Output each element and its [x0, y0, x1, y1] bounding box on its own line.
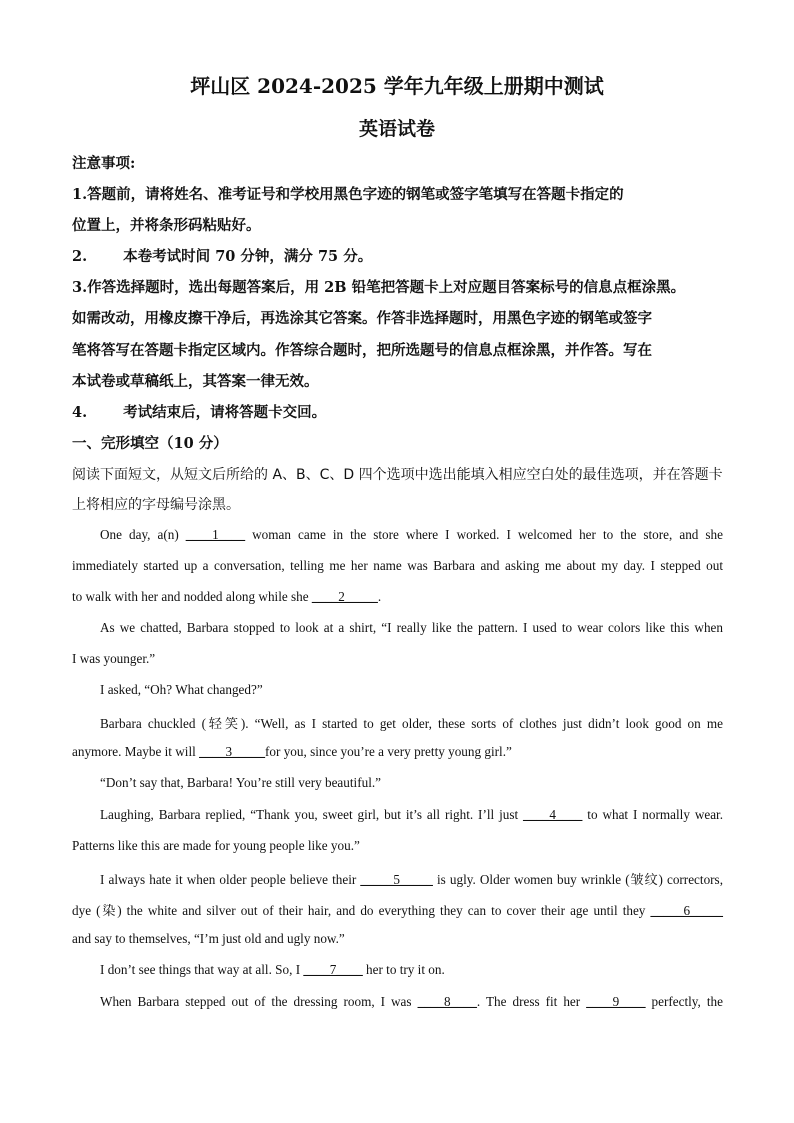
passage-line: [100, 807, 723, 823]
passage-text: perfectly, the: [645, 994, 723, 1009]
blank-4: ____4____: [523, 807, 583, 822]
notice-item-3d: 本试卷或草稿纸上，其答案一律无效。: [72, 373, 319, 390]
passage-line: [100, 527, 723, 543]
passage-line: [72, 589, 381, 605]
exam-subtitle: 英语试卷: [358, 118, 435, 140]
passage-text: to walk with her and nodded along while she: [72, 589, 312, 604]
passage-text: woman came in the store where I worked. I welcomed her to the store, and she: [245, 527, 723, 542]
passage-text: I don’t see things that way at all. So, I: [100, 962, 304, 977]
passage-line: [100, 994, 723, 1010]
passage-text: . The dress fit her: [476, 994, 587, 1009]
passage-line: I asked, “Oh? What changed?”: [100, 682, 263, 697]
notice-item-1a: 1.答题前，请将姓名、准考证号和学校用黑色字迹的钢笔或签字笔填写在答题卡指定的: [72, 186, 624, 203]
passage-text: .: [377, 589, 382, 604]
passage-line: I was younger.”: [72, 651, 156, 666]
passage-text: I always hate it when older people believe their: [100, 872, 361, 887]
passage-text: to what I normally wear.: [582, 807, 724, 822]
notice-item-4: [72, 401, 326, 422]
blank-3: ____3_____: [199, 744, 266, 759]
notice-item-3c: 笔将答写在答题卡指定区域内。作答综合题时，把所选题号的信息点框涂黑，并作答。写在: [72, 342, 652, 359]
passage-text: her to try it on.: [362, 962, 445, 977]
notice-heading: 注意事项:: [72, 155, 136, 172]
blank-9: ____9____: [586, 994, 646, 1009]
notice-item-3a: 3.作答选择题时，选出每题答案后，用 2B 铅笔把答题卡上对应题目答案标号的信息点框涂黑。: [72, 279, 686, 296]
blank-5: _____5_____: [360, 872, 433, 887]
passage-line: As we chatted, Barbara stopped to look at a shirt, “I really like the pattern. I used to wear colors like this when: [100, 620, 723, 635]
notice-item-4-text: 考试结束后，请将答题卡交回。: [123, 404, 327, 421]
passage-text: anymore. Maybe it will: [72, 744, 200, 759]
passage-line: Barbara chuckled (轻笑). “Well, as I started to get older, these sorts of clothes just didn’t look good on me: [100, 716, 723, 731]
passage-text: One day, a(n): [100, 527, 186, 542]
notice-item-2: [72, 245, 372, 266]
section-instructions-a: 阅读下面短文，从短文后所给的 A、B、C、D 四个选项中选出能填入相应空白处的最佳选项，并在答题卡: [72, 467, 723, 483]
passage-text: is ugly. Older women buy wrinkle (皱纹) correctors,: [432, 872, 723, 887]
passage-text: Laughing, Barbara replied, “Thank you, sweet girl, but it’s all right. I’ll just: [100, 807, 524, 822]
section-heading: 一、完形填空（10 分）: [72, 435, 228, 452]
blank-8: ____8____: [417, 994, 477, 1009]
passage-line: [72, 744, 512, 760]
blank-2: ____2_____: [311, 589, 378, 604]
passage-line: and say to themselves, “I’m just old and ugly now.”: [72, 931, 345, 946]
passage-text: for you, since you’re a very pretty young girl.”: [265, 744, 512, 759]
passage-text: dye (染) the white and silver out of their hair, and do everything they can to cover their age until they: [72, 903, 651, 918]
passage-text: When Barbara stepped out of the dressing room, I was: [100, 994, 418, 1009]
passage-line: [100, 869, 723, 888]
notice-item-1b: 位置上，并将条形码粘贴好。: [72, 217, 261, 234]
notice-item-3b: 如需改动，用橡皮擦干净后，再选涂其它答案。作答非选择题时，用黑色字迹的钢笔或签字: [72, 310, 652, 327]
blank-1: ____1____: [185, 527, 246, 542]
section-instructions-b: 上将相应的字母编号涂黑。: [72, 497, 240, 513]
exam-title: 坪山区 2024-2025 学年九年级上册期中测试: [190, 74, 604, 98]
notice-item-2-text: 本卷考试时间 70 分钟，满分 75 分。: [123, 248, 373, 265]
notice-item-2-number: 2.: [72, 248, 88, 265]
passage-line: Patterns like this are made for young people like you.”: [72, 838, 360, 853]
passage-line: [72, 900, 723, 919]
passage-line: [100, 962, 445, 978]
notice-item-4-number: 4.: [72, 404, 88, 421]
passage-line: immediately started up a conversation, telling me her name was Barbara and asking me about my day. I stepped out: [72, 558, 723, 573]
blank-7: ____7____: [303, 962, 363, 977]
blank-6: _____6_____: [650, 903, 723, 918]
passage-line: “Don’t say that, Barbara! You’re still very beautiful.”: [100, 775, 382, 790]
